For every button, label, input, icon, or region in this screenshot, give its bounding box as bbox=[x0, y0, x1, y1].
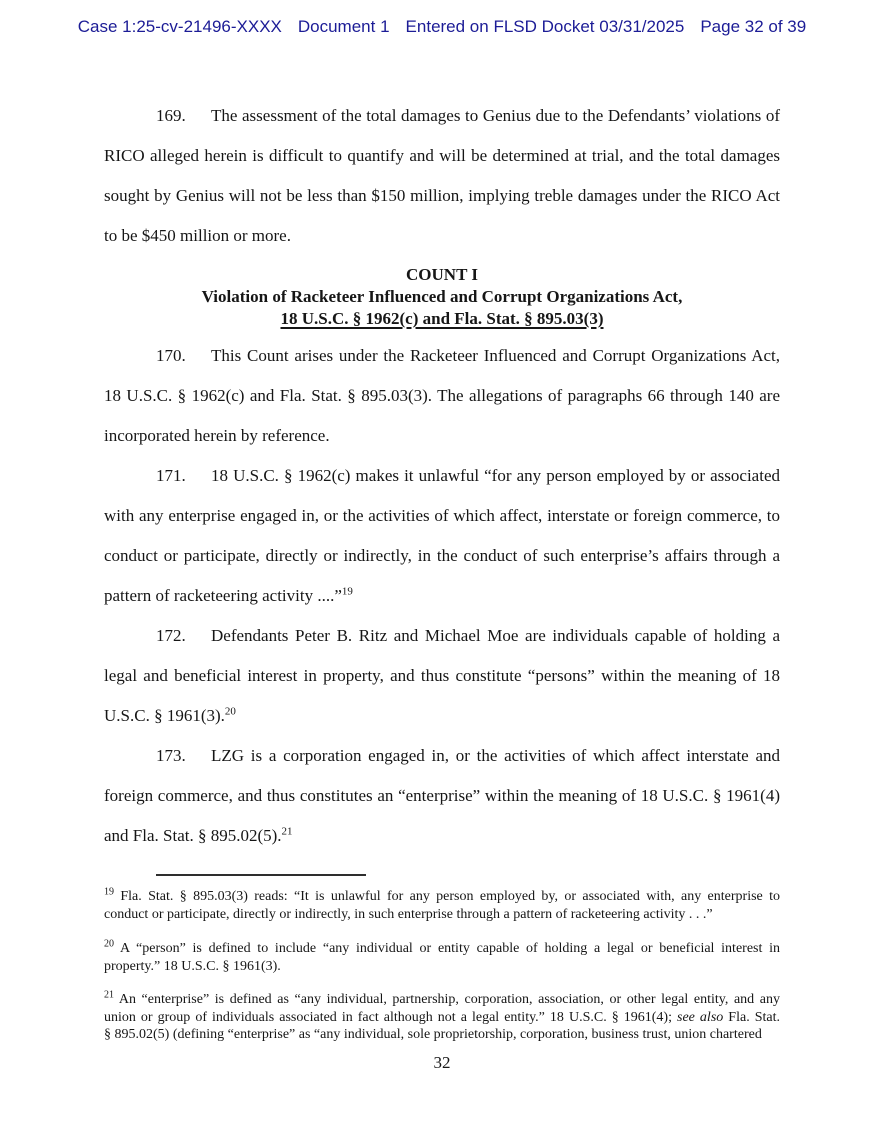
body-line-text: The assessment of the total damages to Genius due to the Defendants’ violations of bbox=[211, 106, 780, 125]
header-document-number: Document 1 bbox=[297, 17, 390, 36]
body-line bbox=[104, 336, 780, 376]
body-line bbox=[104, 96, 780, 136]
footnote-citation-signal: see also bbox=[677, 1009, 724, 1025]
paragraph-170 bbox=[104, 336, 780, 456]
paragraph-number: 173. bbox=[156, 746, 186, 765]
court-filing-header bbox=[0, 17, 884, 37]
body-line: RICO alleged herein is difficult to quantify and will be determined at trial, and the total damages bbox=[104, 146, 780, 165]
header-page-indicator: Page 32 of 39 bbox=[700, 17, 807, 36]
body-line-text: U.S.C. § 1961(3). bbox=[104, 706, 225, 725]
footnote-line bbox=[104, 888, 780, 906]
footnote-line bbox=[104, 991, 780, 1009]
paragraph-number: 169. bbox=[156, 106, 186, 125]
body-line: sought by Genius will not be less than $150 million, implying treble damages under the RICO Act bbox=[104, 186, 780, 205]
footnote-marker: 21 bbox=[104, 989, 114, 1001]
body-line bbox=[104, 696, 780, 736]
body-line bbox=[104, 576, 780, 616]
body-line: with any enterprise engaged in, or the activities of which affect, interstate or foreign commerce, to bbox=[104, 506, 780, 525]
body-line bbox=[104, 456, 780, 496]
footnote-21 bbox=[104, 991, 780, 1044]
body-line-text: 18 U.S.C. § 1962(c) makes it unlawful “for any person employed by or associated bbox=[211, 466, 780, 485]
count-heading-title: COUNT I bbox=[406, 265, 478, 284]
paragraph-171 bbox=[104, 456, 780, 616]
footnote-reference-20: 20 bbox=[224, 705, 236, 718]
count-heading-subtitle: Violation of Racketeer Influenced and Corrupt Organizations Act, bbox=[201, 287, 683, 306]
footnote-line: § 895.02(5) (defining “enterprise” as “any individual, sole proprietorship, corporation, business trust, union chartered bbox=[104, 1027, 762, 1042]
body-line-text: and Fla. Stat. § 895.02(5). bbox=[104, 826, 282, 845]
body-line: conduct or participate, directly or indirectly, in the conduct of such enterprise’s affairs through a bbox=[104, 546, 780, 565]
footnote-reference-19: 19 bbox=[341, 585, 353, 598]
footnote-line bbox=[104, 1009, 780, 1027]
footnote-text: union or group of individuals associated in fact although not a legal entity.” 18 U.S.C. § 1961(4); bbox=[104, 1009, 678, 1025]
body-line-text: LZG is a corporation engaged in, or the activities of which affect interstate and bbox=[211, 746, 780, 765]
paragraph-number: 172. bbox=[156, 626, 186, 645]
footnote-19 bbox=[104, 888, 780, 923]
document-body bbox=[104, 96, 780, 1044]
count-heading-statute: 18 U.S.C. § 1962(c) and Fla. Stat. § 895.03(3) bbox=[280, 309, 604, 328]
footnote-reference-21: 21 bbox=[281, 825, 293, 838]
body-line: foreign commerce, and thus constitutes an “enterprise” within the meaning of 18 U.S.C. § 1961(4) bbox=[104, 786, 780, 805]
footnote-separator bbox=[156, 874, 366, 876]
body-line bbox=[104, 816, 780, 856]
paragraph-173 bbox=[104, 736, 780, 856]
footnote-line: property.” 18 U.S.C. § 1961(3). bbox=[104, 958, 281, 974]
footnote-20 bbox=[104, 940, 780, 975]
footnotes-section bbox=[104, 888, 780, 1044]
body-line: to be $450 million or more. bbox=[104, 226, 291, 245]
footnote-text: Fla. Stat. § 895.03(3) reads: “It is unlawful for any person employed by, or associated with, any enterprise to bbox=[114, 889, 780, 904]
footnote-marker: 20 bbox=[104, 938, 114, 950]
header-docket-entry: Entered on FLSD Docket 03/31/2025 bbox=[405, 17, 685, 36]
page-number: 32 bbox=[433, 1053, 451, 1072]
body-line: legal and beneficial interest in property, and thus constitute “persons” within the meaning of 18 bbox=[104, 666, 780, 685]
body-line-text: pattern of racketeering activity ....” bbox=[104, 586, 342, 605]
body-line: 18 U.S.C. § 1962(c) and Fla. Stat. § 895.03(3). The allegations of paragraphs 66 through 140 are bbox=[104, 386, 780, 405]
footnote-text: Fla. Stat. bbox=[723, 1009, 781, 1025]
footnote-line: conduct or participate, directly or indirectly, in such enterprise through a pattern of racketeering activity . . .” bbox=[104, 906, 713, 922]
footnote-marker: 19 bbox=[104, 886, 114, 898]
footnote-text: A “person” is defined to include “any individual or entity capable of holding a legal or beneficial interest in bbox=[114, 941, 780, 956]
body-line-text: Defendants Peter B. Ritz and Michael Moe are individuals capable of holding a bbox=[211, 626, 780, 645]
paragraph-169 bbox=[104, 96, 780, 256]
body-line-text: This Count arises under the Racketeer Influenced and Corrupt Organizations Act, bbox=[211, 346, 780, 365]
paragraph-number: 170. bbox=[156, 346, 186, 365]
footnote-text: An “enterprise” is defined as “any individual, partnership, corporation, association, or other legal entity, and any bbox=[114, 992, 780, 1007]
paragraph-172 bbox=[104, 616, 780, 736]
header-case-number: Case 1:25-cv-21496-XXXX bbox=[77, 17, 282, 36]
count-one-heading bbox=[104, 264, 780, 330]
footnote-line bbox=[104, 940, 780, 958]
body-line bbox=[104, 616, 780, 656]
paragraph-number: 171. bbox=[156, 466, 186, 485]
body-line bbox=[104, 736, 780, 776]
body-line: incorporated herein by reference. bbox=[104, 426, 330, 445]
